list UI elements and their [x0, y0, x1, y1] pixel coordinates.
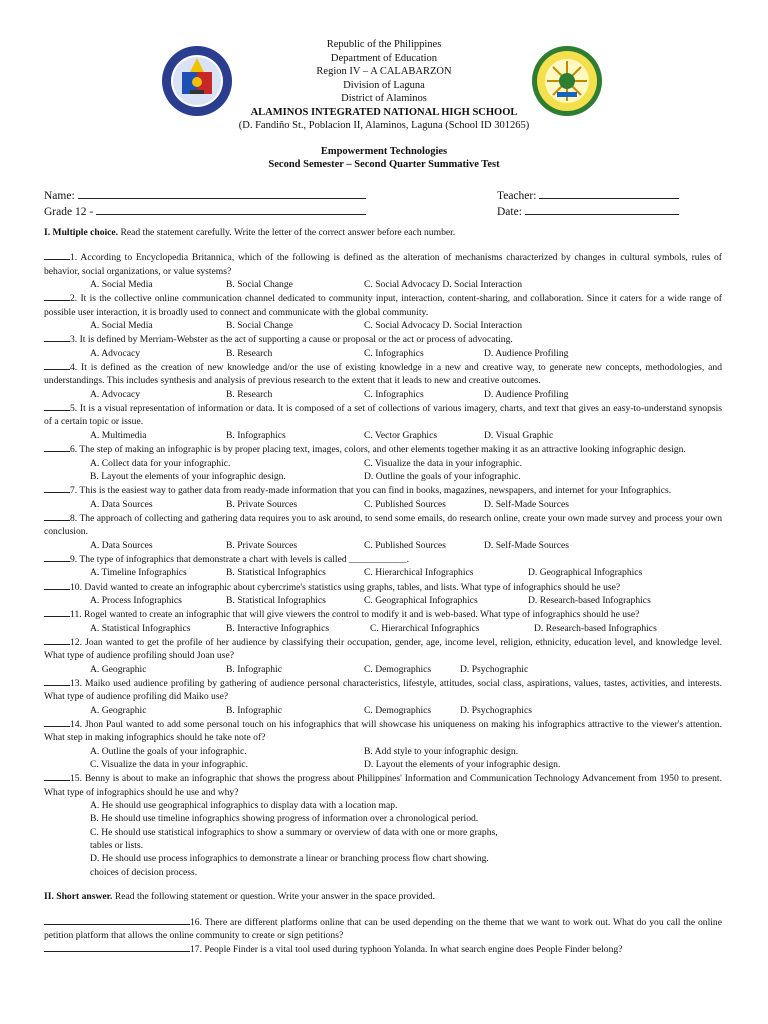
answer-blank-8[interactable]: [44, 511, 70, 521]
choice-c: C. Social Advocacy D. Social Interaction: [364, 279, 522, 291]
answer-blank-10[interactable]: [44, 580, 70, 590]
choice-c: C. He should use statistical infographics to show a summary or overview of data with one or more graphs,: [90, 826, 498, 838]
date-label: Date:: [497, 206, 522, 218]
test-title: [0, 145, 768, 171]
grade-row: [44, 203, 366, 218]
choice-b: B. Research: [226, 388, 273, 400]
choice-b: B. Research: [226, 347, 273, 359]
choices-6b: [44, 470, 722, 483]
part1-title: I. Multiple choice.: [44, 227, 119, 238]
question-8-text: 8. The approach of collecting and gathering data requires you to ask around, to send some emails, do research online, create your own made survey and process your own conclusion.: [44, 512, 722, 538]
choice-a: A. Process Infographics: [90, 594, 182, 606]
question-11-text: 11. Rogel wanted to create an infographic that will give viewers the control to modify it and is web-based. What type of infographics should he use?: [70, 609, 640, 621]
answer-blank-12[interactable]: [44, 635, 70, 645]
answer-blank-1[interactable]: [44, 250, 70, 260]
name-row: [44, 187, 366, 202]
question-6-text: 6. The step of making an infographic is by proper placing text, images, colors, and other elements together making it as an attractive looking infographic design.: [70, 444, 686, 456]
choices-8: [44, 539, 722, 552]
choice-b: B. Interactive Infographics: [226, 622, 330, 634]
part1-instruction: Read the statement carefully. Write the letter of the correct answer before each number.: [120, 227, 456, 238]
answer-blank-4[interactable]: [44, 360, 70, 370]
answer-blank-11[interactable]: [44, 607, 70, 617]
teacher-label: Teacher:: [497, 190, 537, 202]
question-9-text: 9. The type of infographics that demonstrate a chart with levels is called ____________.: [70, 553, 409, 565]
choice-d: D. Research-based Infographics: [534, 622, 657, 634]
question-10: [44, 580, 722, 594]
grade-label: Grade 12 -: [44, 206, 94, 218]
choices-3: [44, 347, 722, 360]
choice-a: A. Geographic: [90, 704, 147, 716]
grade-field[interactable]: [96, 203, 366, 215]
part2-instruction: Read the following statement or question. Write your answer in the space provided.: [114, 891, 436, 903]
school-header: [0, 38, 768, 133]
subject-title: Empowerment Technologies: [320, 146, 448, 157]
question-15: [44, 771, 722, 799]
question-17: [44, 942, 722, 956]
question-5-text: 5. It is a visual representation of information or data. It is composed of a set of collections of various imagery, charts, and text that gives an easy-to-understand synopsis of a certain topic or issue.: [44, 403, 722, 428]
choice-d: D. Outline the goals of your infographic.: [364, 470, 521, 482]
question-14-text: 14. Jhon Paul wanted to add some personal touch on his infographics that will showcase his uniqueness on making his infographics attractive to the viewer's attention. What step in making infographics should he take note of?: [44, 719, 722, 744]
date-row: [497, 203, 679, 218]
part2-heading: [44, 890, 722, 903]
choice-d: D. He should use process infographics to demonstrate a linear or branching process flow chart showing.: [90, 853, 489, 865]
header-department: Department of Education: [330, 52, 438, 64]
choices-12: [44, 663, 722, 676]
question-16: [44, 915, 722, 943]
question-3-text: 3. It is defined by Merriam-Webster as the act of supporting a cause or proposal or the act or process of advocating.: [70, 334, 513, 346]
question-14: [44, 717, 722, 745]
test-period: Second Semester – Second Quarter Summative Test: [268, 159, 500, 170]
question-1: [44, 250, 722, 278]
choice-b: B. Add style to your infographic design.: [364, 745, 519, 757]
part1-heading: [44, 226, 722, 239]
question-16-text: 16. There are different platforms online that can be used depending on the theme that we want to work out. What do you call the online petition platform that allows the online community to create or sign petitions?: [44, 916, 722, 941]
answer-blank-13[interactable]: [44, 676, 70, 686]
question-2: [44, 291, 722, 319]
choice-c: C. Published Sources: [364, 498, 446, 510]
question-17-text: 17. People Finder is a vital tool used during typhoon Yolanda. In what search engine does People Finder belong?: [190, 944, 623, 956]
answer-blank-6[interactable]: [44, 442, 70, 452]
choice-d: D. Geographical Infographics: [528, 567, 643, 579]
choice-c: C. Vector Graphics: [364, 429, 438, 441]
choice-a: A. Advocacy: [90, 388, 141, 400]
answer-blank-9[interactable]: [44, 552, 70, 562]
choice-b: B. He should use timeline infographics showing progress of information over a chronological period.: [90, 813, 479, 825]
question-10-text: 10. David wanted to create an infographic about cybercrime's statistics using graphs, tables, and lists. What type of infographics should he use?: [70, 581, 621, 593]
choice-a: A. Social Media: [90, 279, 153, 291]
name-field[interactable]: [78, 187, 366, 199]
choice-a: A. Outline the goals of your infographic.: [90, 745, 247, 757]
question-2-text: 2. It is the collective online communication channel dedicated to community input, interaction, content-sharing, and collaboration. Since it caters for a wide range of possible user interaction, it is broadly used to connect and communicate with the global community.: [44, 293, 722, 318]
choice-b: B. Statistical Infographics: [226, 567, 326, 579]
choice-b: B. Private Sources: [226, 539, 298, 551]
choices-5: [44, 429, 722, 442]
choice-a: A. Advocacy: [90, 347, 141, 359]
question-7-text: 7. This is the easiest way to gather data from ready-made information that you can find in books, magazines, newspapers, and internet for your Infographics.: [70, 485, 672, 497]
choices-14a: [44, 745, 722, 758]
test-content: [44, 226, 722, 957]
choices-4: [44, 388, 722, 401]
choice-d: D. Research-based Infographics: [528, 594, 651, 606]
choice-b: B. Infographic: [226, 704, 282, 716]
header-division: Division of Laguna: [343, 79, 425, 91]
question-6: [44, 442, 722, 456]
question-9: [44, 552, 722, 566]
answer-blank-16[interactable]: [44, 915, 190, 925]
choice-b: B. Social Change: [226, 320, 293, 332]
choices-6a: [44, 457, 722, 470]
choice-c: C. Infographics: [364, 347, 424, 359]
question-12-text: 12. Joan wanted to get the profile of her audience by classifying their occupation, gender, age, income level, religion, ethnicity, education level, and knowledge level. What type of audience profiling should Joan use?: [44, 636, 722, 662]
answer-blank-2[interactable]: [44, 291, 70, 301]
answer-blank-14[interactable]: [44, 717, 70, 727]
choices-2: [44, 319, 722, 332]
question-13: [44, 676, 722, 704]
choice-c: C. Hierarchical Infographics: [370, 622, 480, 634]
choice-a: A. Statistical Infographics: [90, 622, 191, 634]
school-address: (D. Fandiño St., Poblacion II, Alaminos, Laguna (School ID 301265): [238, 120, 530, 131]
choices-1: [44, 278, 722, 291]
choice-b: B. Infographic: [226, 663, 282, 675]
choice-d: D. Visual Graphic: [484, 429, 554, 441]
question-7: [44, 483, 722, 497]
choice-c: C. Demographics: [364, 663, 432, 675]
choice-b: B. Private Sources: [226, 498, 298, 510]
question-5: [44, 401, 722, 429]
choices-7: [44, 498, 722, 511]
choice-d: D. Self-Made Sources: [484, 498, 569, 510]
choice-a: A. Social Media: [90, 320, 153, 332]
question-3: [44, 332, 722, 346]
part2-title: II. Short answer.: [44, 891, 113, 903]
school-name: ALAMINOS INTEGRATED NATIONAL HIGH SCHOOL: [250, 106, 518, 118]
choice-c: C. Hierarchical Infographics: [364, 567, 474, 579]
choice-d: D. Audience Profiling: [484, 347, 569, 359]
answer-blank-5[interactable]: [44, 401, 70, 411]
teacher-field[interactable]: [539, 187, 679, 199]
choice-d: D. Psychographic: [460, 663, 529, 675]
question-1-text: 1. According to Encyclopedia Britannica, which of the following is defined as the alteration of mechanisms characterized by changes in cultural symbols, rules of behavior, social organizations, or value systems?: [44, 252, 722, 277]
choice-c: C. Visualize the data in your infographic.: [90, 759, 249, 771]
answer-blank-3[interactable]: [44, 332, 70, 342]
question-15-text: 15. Benny is about to make an infographic that shows the progress about Philippines' Information and Communication Technology Advancement from 1950 to present. What type of infographics should he use and why?: [44, 773, 722, 798]
header-region: Region IV – A CALABARZON: [316, 66, 452, 77]
choice-d: D. Layout the elements of your infographic design.: [364, 759, 561, 771]
choice-c: C. Published Sources: [364, 539, 446, 551]
date-field[interactable]: [525, 203, 679, 215]
choice-c: C. Demographics: [364, 704, 432, 716]
choice-d: D. Audience Profiling: [484, 388, 569, 400]
choice-c: C. Infographics: [364, 388, 424, 400]
choices-11: [44, 622, 722, 635]
choice-b: B. Infographics: [226, 429, 286, 441]
choices-14b: [44, 758, 722, 771]
choice-c-continued: tables or lists.: [90, 840, 144, 852]
choice-a: A. Multimedia: [90, 429, 147, 441]
choice-a: A. Collect data for your infographic.: [90, 457, 231, 469]
choice-a: A. He should use geographical infographics to display data with a location map.: [90, 800, 398, 812]
answer-blank-15[interactable]: [44, 771, 70, 781]
choice-b: B. Statistical Infographics: [226, 594, 326, 606]
choice-d: D. Self-Made Sources: [484, 539, 569, 551]
answer-blank-17[interactable]: [44, 942, 190, 952]
choice-a: A. Geographic: [90, 663, 147, 675]
header-district: District of Alaminos: [341, 93, 427, 104]
header-republic: Republic of the Philippines: [326, 39, 442, 50]
choice-a: A. Data Sources: [90, 498, 153, 510]
choice-b: B. Social Change: [226, 279, 293, 291]
choice-a: A. Timeline Infographics: [90, 567, 187, 579]
choice-c: C. Social Advocacy D. Social Interaction: [364, 320, 522, 332]
choices-9: [44, 566, 722, 579]
question-11: [44, 607, 722, 621]
question-4: [44, 360, 722, 388]
choices-13: [44, 704, 722, 717]
choice-b: B. Layout the elements of your infographic design.: [90, 470, 286, 482]
choice-d: D. Psychographics: [460, 704, 532, 716]
question-4-text: 4. It is defined as the creation of new knowledge and/or the use of existing knowledge in a new and creative way, to generate new concepts, methodologies, and understandings. This includes synthesis and analysis of previous research to the extent that it leads to new and creative outcomes.: [44, 362, 722, 387]
question-13-text: 13. Maiko used audience profiling by gathering of audience personal characteristics, lifestyle, attitudes, social class, aspirations, values, tastes, activities, and interests. What type of audience profiling did Maiko use?: [44, 678, 722, 703]
question-12: [44, 635, 722, 663]
choice-a: A. Data Sources: [90, 539, 153, 551]
choice-c: C. Visualize the data in your infographic.: [364, 457, 523, 469]
name-label: Name:: [44, 190, 75, 202]
choice-c: C. Geographical Infographics: [364, 594, 478, 606]
question-8: [44, 511, 722, 539]
choice-d-continued: choices of decision process.: [90, 866, 198, 878]
choices-10: [44, 594, 722, 607]
answer-blank-7[interactable]: [44, 483, 70, 493]
teacher-row: [497, 187, 679, 202]
